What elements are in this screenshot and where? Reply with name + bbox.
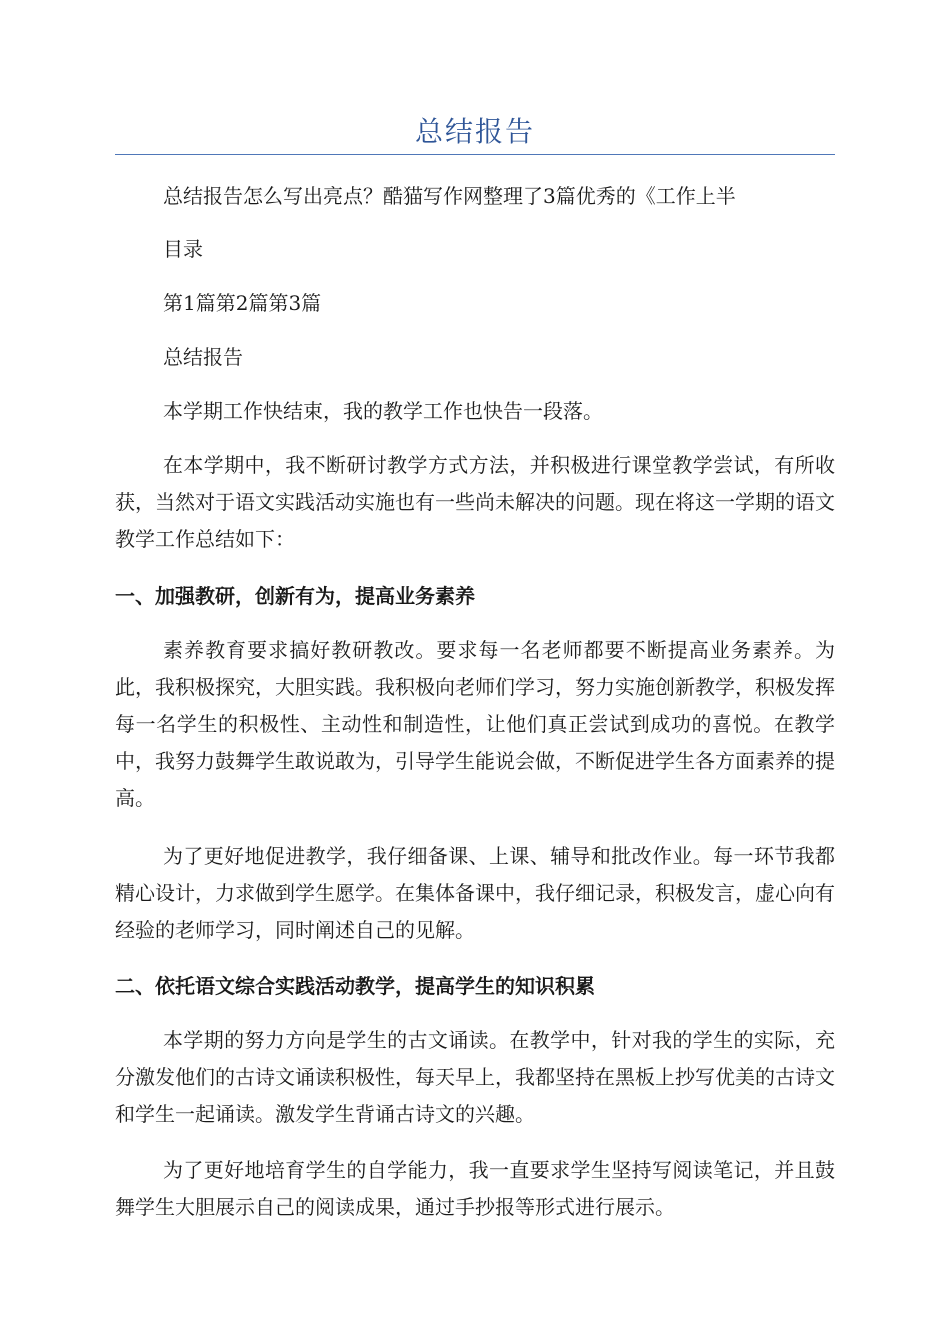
document-title: 总结报告 [414, 115, 535, 148]
paragraph-5: 本学期的努力方向是学生的古文诵读。在教学中，针对我的学生的实际，充分激发他们的古诗文诵读积极性，每天早上，我都坚持在黑板上抄写优美的古诗文和学生一起诵读。激发学生背诵古诗文的兴趣。 [115, 1028, 835, 1126]
heading-1: 一、加强教研，创新有为，提高业务素养 [115, 584, 475, 608]
paragraph-3: 素养教育要求搞好教研教改。要求每一名老师都要不断提高业务素养。为此，我积极探究，大胆实践。我积极向老师们学习，努力实施创新教学，积极发挥每一名学生的积极性、主动性和制造性，让他们真正尝试到成功的喜悦。在教学中，我努力鼓舞学生敢说敢为，引导学生能说会做，不断促进学生各方面素养的提高。 [115, 638, 835, 810]
title-underline [115, 154, 835, 155]
paragraph-6: 为了更好地培育学生的自学能力，我一直要求学生坚持写阅读笔记，并且鼓舞学生大胆展示自己的阅读成果，通过手抄报等形式进行展示。 [115, 1158, 835, 1219]
section-subtitle: 总结报告 [163, 345, 243, 369]
toc-label: 目录 [163, 237, 203, 261]
paragraph-4: 为了更好地促进教学，我仔细备课、上课、辅导和批改作业。每一环节我都精心设计，力求做到学生愿学。在集体备课中，我仔细记录，积极发言，虚心向有经验的老师学习，同时阐述自己的见解。 [115, 844, 835, 942]
toc-items: 第1篇第2篇第3篇 [163, 291, 322, 315]
heading-2: 二、依托语文综合实践活动教学，提高学生的知识积累 [115, 974, 595, 998]
paragraph-1: 本学期工作快结束，我的教学工作也快告一段落。 [163, 399, 603, 423]
paragraph-2: 在本学期中，我不断研讨教学方式方法，并积极进行课堂教学尝试，有所收获，当然对于语文实践活动实施也有一些尚未解决的问题。现在将这一学期的语文教学工作总结如下： [115, 453, 835, 551]
intro-paragraph: 总结报告怎么写出亮点？酷猫写作网整理了3篇优秀的《工作上半 [163, 184, 736, 208]
